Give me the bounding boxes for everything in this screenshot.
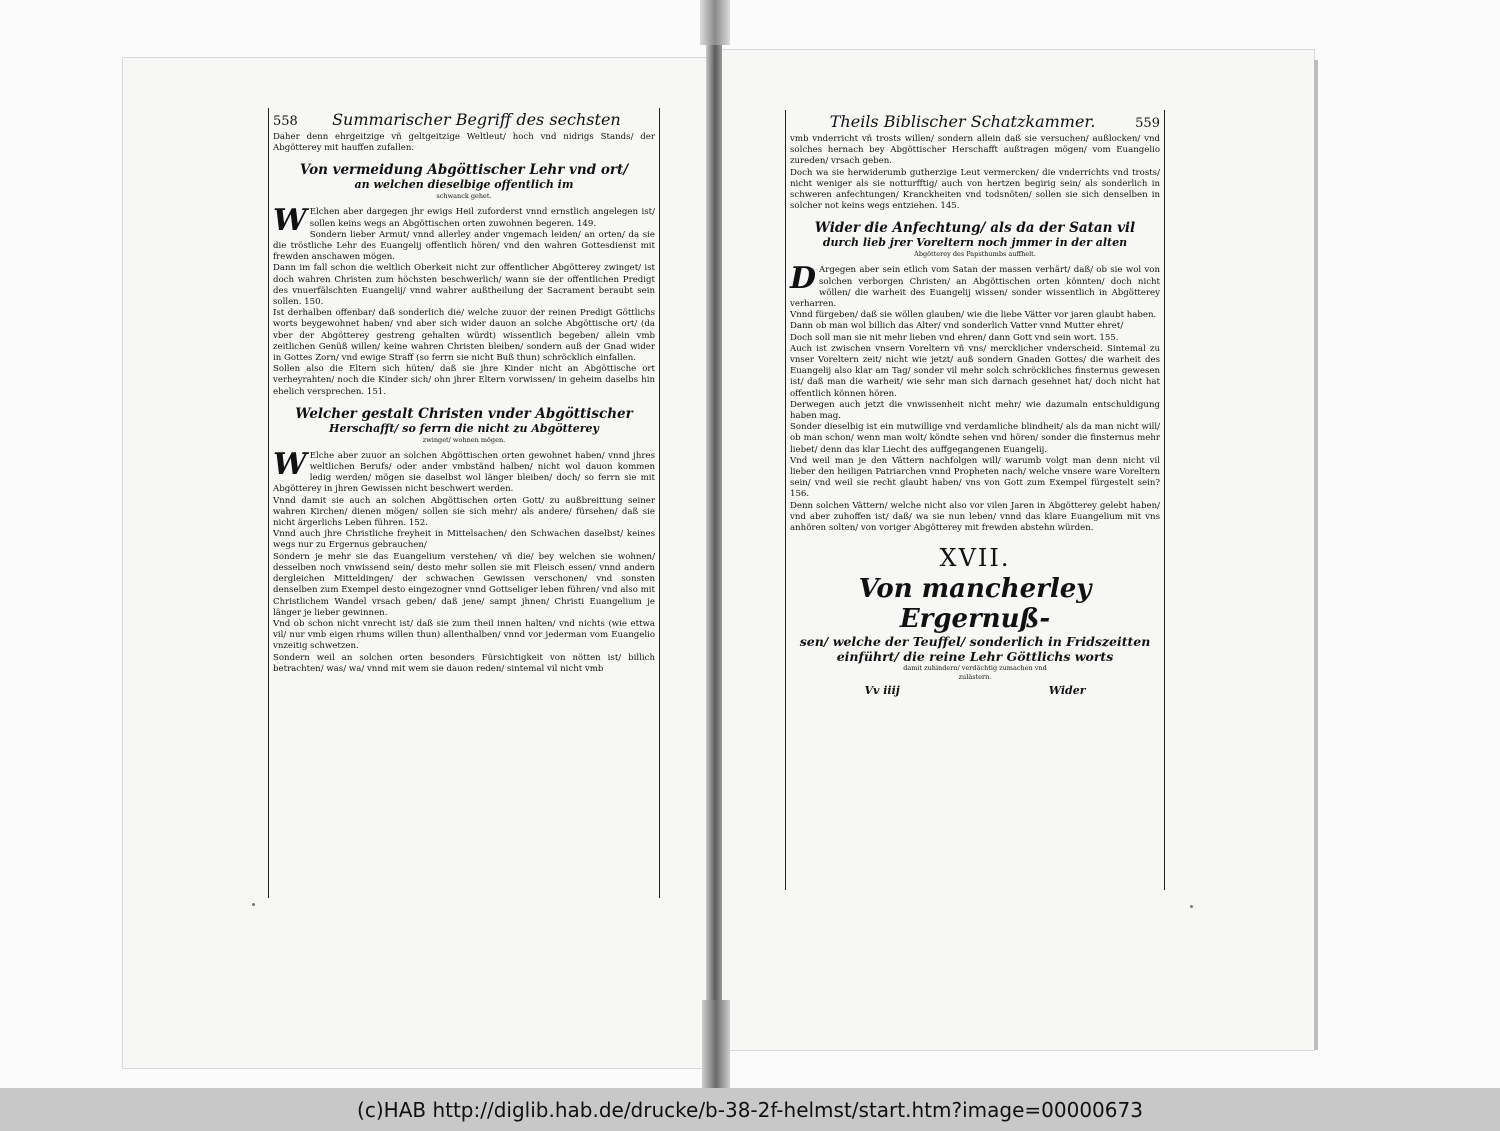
chapter-title: Von mancherley Ergernuß- — [858, 574, 1092, 635]
left-running-head — [273, 110, 655, 129]
drop-capital: D — [790, 261, 817, 297]
section-heading-line: durch lieb jrer Voreltern noch jmmer in der alten — [822, 236, 1128, 250]
book-spine — [706, 0, 722, 1088]
paragraph: Sondern weil an solchen orten besonders Fürsichtigkeit von nötten ist/ billich betrachten/ was/ wa/ vnnd mit wem sie dauon reden/ sintemal vil nicht vmb — [273, 652, 655, 674]
paragraph: Derwegen auch jetzt die vnwissenheit nicht mehr/ wie dazumaln entschuldigung haben mag. — [790, 399, 1160, 422]
signature-line — [790, 684, 1160, 697]
running-head-title: Theils Biblischer Schatzkammer. — [829, 112, 1096, 131]
paragraph: Daher denn ehrgeitzige vñ geltgeitzige Weltleut/ hoch vnd nidrigs Stands/ der Abgötterey mit hauffen zufallen. — [273, 132, 655, 154]
paragraph: Sonder dieselbig ist ein mutwillige vnd verdamliche blindheit/ als da man nicht will/ ob man schon/ wenn man wolt/ köndte sehen vnd hören/ sonder die finsternus mehr liebet/ denn das klar Liecht des auffgegangenen Euangelij. — [790, 422, 1160, 455]
paragraph: Doch wa sie herwiderumb gutherzige Leut vermercken/ die vnderrichts vnd trosts/ nicht weniger als sie notturfftig/ auch von hertzen begirig sein/ als sonderlich in schweren anfechtungen/ Kranckheiten vnd todsnöten/ sollen sie sich denselben in solcher not keins wegs entziehen. 145. — [790, 167, 1160, 212]
left-text-column — [268, 108, 660, 898]
paragraph: Vnnd fürgeben/ daß sie wöllen glauben/ wie die liebe Vätter vor jaren glaubt haben. — [790, 310, 1157, 321]
page-number: 559 — [1135, 116, 1160, 131]
section-heading: Von vermeidung Abgöttischer Lehr vnd ort/ — [299, 162, 629, 179]
paragraph: Elche aber zuuor an solchen Abgöttischen orten gewohnet haben/ vnnd jhres weltlichen Berufs/ oder ander vmbständ halben/ nicht wol dauon kommen ledig werden/ mögen sie daselbst wol länger bleiben/ doch/ so ferrn sie mit Abgötterey in jhren Gewissen nicht beschwert werden. — [273, 450, 655, 495]
running-head-title: Summarischer Begriff des sechsten — [332, 110, 621, 129]
paragraph: Vnd weil man je den Vättern nachfolgen will/ warumb volgt man denn nicht vil lieber den heiligen Patriarchen vnnd Propheten nach/ welche vnsere ware Voreltern sein/ vnd weil sie recht glaubt haben/ vns von Gott zum Exempel fürgestelt sein? 156. — [790, 455, 1160, 500]
paragraph: Vnnd damit sie auch an solchen Abgöttischen orten Gott/ zu außbreittung seiner wahren Kirchen/ dienen mögen/ sollen sie sich mehr/ als andere/ fürsehen/ daß sie nicht ärgerlichs Leben führen. 152. — [273, 495, 655, 529]
paragraph: Ist derhalben offenbar/ daß sonderlich die/ welche zuuor der reinen Predigt Göttlichs worts beygewohnet haben/ vnd aber sich wider dauon an solche Abgöttische ort/ (da vber der Abgötterey gestreng gehalten würdt) wissentlich begeben/ allein vmb zeitlichen Genüß willen/ keine wahren Christen bleiben/ sondern auß der Gnad wider in Gottes Zorn/ vnd ewige Straff (so ferrn sie nicht Buß thun) schröcklich einfallen. — [273, 308, 655, 364]
spine-bottom — [702, 1000, 730, 1088]
speck — [1190, 905, 1193, 908]
paragraph: Dann ob man wol billich das Alter/ vnd sonderlich Vatter vnnd Mutter ehret/ — [790, 321, 1124, 332]
paragraph: Sondern lieber Armut/ vnnd allerley ander vngemach leiden/ an orten/ da sie die tröstliche Lehr des Euangelij offentlich hören/ vnd den wahren Gottesdienst mit frewden anschawen mögen. — [273, 229, 655, 263]
right-text-column — [785, 110, 1165, 890]
signature-mark: Vv iiij — [864, 684, 900, 698]
paragraph: Denn solchen Vättern/ welche nicht also vor vilen Jaren in Abgötterey gelebt haben/ vnd aber zuhoffen ist/ daß/ wa sie nun leben/ vnnd das klare Euangelium mit vns anhören solten/ von voriger Abgötterey mit frewden abstehn würden. — [790, 500, 1160, 534]
speck — [252, 903, 255, 906]
paragraph: Vnnd auch jhre Christliche freyheit in Mittelsachen/ den Schwachen daselbst/ keines wegs nur zu Ergernus gebrauchen/ — [273, 529, 655, 551]
paragraph: Vnd ob schon nicht vnrecht ist/ daß sie zum theil innen halten/ vnd nichts (wie ettwa vil/ nur vmb eigen rhums willen thun) allenthalben/ vnnd vor jederman vom Euangelio vnzeitig schwetzen. — [273, 618, 655, 652]
section-heading: Welcher gestalt Christen vnder Abgöttischer — [295, 405, 633, 422]
section-heading-line: an welchen dieselbige offentlich im — [354, 178, 574, 192]
catchword: Wider — [1048, 684, 1086, 698]
chapter-title-line: sen/ welche der Teuffel/ sonderlich in Fridszeitten einführt/ die reine Lehr Göttlichs worts — [799, 634, 1151, 665]
section-heading-tail: schwanck gehet. — [436, 192, 492, 201]
paragraph: Auch ist zwischen vnsern Voreltern vñ vns/ mercklicher vnderscheid. Sintemal zu vnser Voreltern zeit/ nicht wie jetzt/ auß sondern Gnaden Gottes/ die warheit des Euangelij also klar am Tag/ sonder vil mehr solch schröckliches finsternus gewesen ist/ daß man die warheit/ wie sehr man sich darnach gesehnet hat/ doch nicht hat offentlich können hören. — [790, 343, 1160, 399]
section-heading: Wider die Anfechtung/ als da der Satan vil — [814, 220, 1136, 237]
drop-capital: W — [273, 203, 307, 239]
footer-credit: (c)HAB http://diglib.hab.de/drucke/b-38-2f-helmst/start.htm?image=00000673 — [0, 1088, 1500, 1131]
paragraph: Elchen aber dargegen jhr ewigs Heil zuforderst vnnd ernstlich angelegen ist/ sollen keins wegs an Abgöttischen orten zuwohnen begeren. 149. — [309, 207, 655, 229]
paragraph: Sondern je mehr sie das Euangelium verstehen/ vñ die/ bey welchen sie wohnen/ desselben noch vnwissend sein/ desto mehr sollen sie mit Fleisch essen/ vnnd andern dergleichen Mitteldingen/ der schwachen Gewissen verschonen/ vnd sonsten denselben zum Exempel desto eingezogner vnnd Gottseliger leben führen/ vnd also mit Christlichem Wandel vrsach geben/ daß jene/ sampt jhnen/ Christi Euangelium je länger je lieber gewinnen. — [273, 551, 655, 618]
page-number: 558 — [273, 114, 298, 129]
right-running-head — [790, 112, 1160, 131]
section-heading-line: Herschafft/ so ferrn die nicht zu Abgötterey — [329, 421, 599, 435]
paragraph: Doch soll man sie nit mehr lieben vnd ehren/ dann Gott vnd sein wort. 155. — [790, 332, 1119, 343]
drop-capital: W — [273, 446, 307, 482]
chapter-title-tail: zulästern. — [958, 673, 992, 682]
paragraph: Argegen aber sein etlich vom Satan der massen verhärt/ daß/ ob sie wol von solchen verborgen Christen/ an Abgöttischen orten könnten/ doch nicht wöllen/ die warheit des Euangelij wissen/ sonder wissentlich in Abgötterey verharren. — [790, 265, 1160, 310]
chapter-title-tail: damit zuhindern/ verdächtig zumachen vnd — [903, 664, 1047, 673]
section-heading-tail: Abgötterey des Papsthumbs auffhelt. — [914, 250, 1036, 259]
page-edge — [1314, 60, 1318, 1050]
section-heading-tail: zwinget/ wohnen mögen. — [422, 435, 506, 444]
paragraph: vmb vnderricht vñ trosts willen/ sondern allein daß sie versuchen/ außlocken/ vnd solches hernach bey Abgöttischer Herschafft außtragen mögen/ vom Euangelio zureden/ vrsach geben. — [790, 134, 1160, 167]
spine-top — [700, 0, 730, 45]
chapter-number: XVII. — [939, 544, 1011, 573]
paragraph: Sollen also die Eltern sich hüten/ daß sie jhre Kinder nicht an Abgöttische ort verheyrahten/ noch die Kinder sich/ ohn jhrer Eltern vorwissen/ in geheim daselbs hin ehelich versprechen. 151. — [273, 364, 655, 397]
paragraph: Dann im fall schon die weltlich Oberkeit nicht zur offentlicher Abgötterey zwinget/ ist doch wahren Christen zum höchsten beschwerlich/ wann sie der offentlichen Predigt des vnuerfälschten Euangelij/ vnnd wahrer außtheilung der Sacrament beraubt sein sollen. 150. — [273, 263, 655, 308]
